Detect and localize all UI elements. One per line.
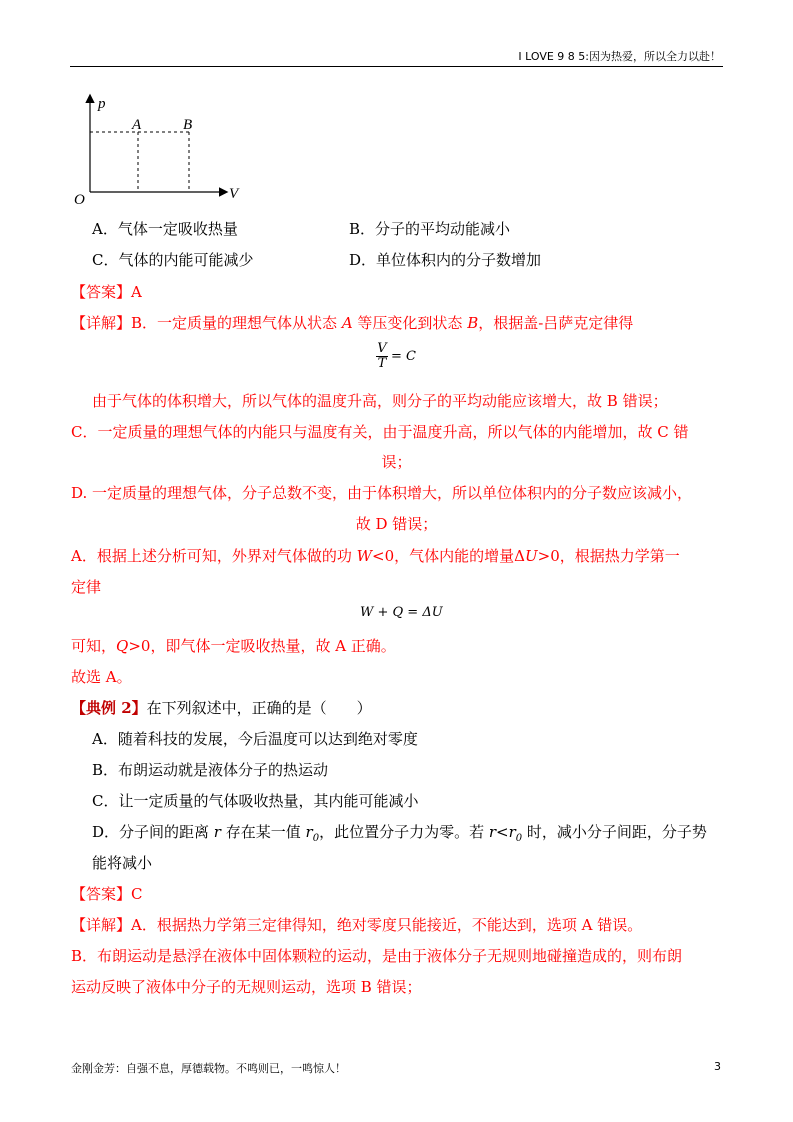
formula-rhs: = C bbox=[391, 349, 416, 364]
q2-option-d-line2: 能将减小 bbox=[92, 854, 153, 872]
q2-stem: 【典例 2】在下列叙述中，正确的是（ ） bbox=[71, 699, 372, 717]
formula-first-law: W + Q = ΔU bbox=[360, 605, 443, 620]
q1-choose: 故选 A。 bbox=[71, 668, 132, 686]
q2-option-a: A．随着科技的发展，今后温度可以达到绝对零度 bbox=[92, 730, 418, 748]
v-axis-label: V bbox=[229, 186, 239, 202]
q2-detail-b-line1: B．布朗运动是悬浮在液体中固体颗粒的运动，是由于液体分子无规则地碰撞造成的，则布朗 bbox=[71, 947, 683, 965]
footer-motto: 金刚金芳：自强不息，厚德载物。不鸣则已，一鸣惊人！ bbox=[71, 1062, 346, 1075]
q1-detail-b-line2: 由于气体的体积增大，所以气体的温度升高，则分子的平均动能应该增大，故 B 错误； bbox=[92, 392, 668, 410]
q1-detail-d-line1: D. 一定质量的理想气体，分子总数不变，由于体积增大，所以单位体积内的分子数应该减小， bbox=[71, 484, 693, 502]
q1-detail-b-line1: 【详解】B．一定质量的理想气体从状态 A 等压变化到状态 B，根据盖-吕萨克定律得 bbox=[71, 314, 634, 332]
q1-detail-d-line2: 故 D 错误； bbox=[355, 515, 438, 533]
q1-detail-c-line2: 误； bbox=[381, 453, 412, 471]
detail-label: 【详解】 bbox=[71, 314, 132, 332]
q2-option-b: B．布朗运动就是液体分子的热运动 bbox=[92, 761, 329, 779]
formula-numerator: V bbox=[377, 341, 387, 356]
answer-value: A bbox=[131, 283, 142, 301]
pv-graph bbox=[0, 90, 793, 310]
q1-option-b: B．分子的平均动能减小 bbox=[349, 220, 511, 238]
q2-answer: 【答案】C bbox=[71, 885, 143, 903]
q2-detail-a: 【详解】A．根据热力学第三定律得知，绝对零度只能接近，不能达到，选项 A 错误。 bbox=[71, 916, 643, 934]
q1-detail-a-line2: 定律 bbox=[71, 578, 102, 596]
q1-option-a: A．气体一定吸收热量 bbox=[92, 220, 238, 238]
origin-label: O bbox=[74, 192, 85, 208]
header-rule bbox=[70, 66, 723, 67]
page-header: I LOVE 9 8 5:因为热爱，所以全力以赴！ bbox=[518, 50, 721, 63]
point-b-label: B bbox=[183, 117, 193, 133]
q1-answer bbox=[71, 282, 142, 302]
formula-gay-lussac bbox=[376, 342, 416, 371]
q1-detail-c-line1: C．一定质量的理想气体的内能只与温度有关，由于温度升高，所以气体的内能增加，故 C 错 bbox=[71, 423, 689, 441]
formula-denominator: T bbox=[377, 356, 387, 371]
answer-label: 【答案】 bbox=[71, 283, 132, 301]
q2-option-c: C．让一定质量的气体吸收热量，其内能可能减小 bbox=[92, 792, 419, 810]
point-a-label: A bbox=[132, 117, 142, 133]
example-label: 【典例 2】 bbox=[71, 699, 147, 717]
q2-detail-b-line2: 运动反映了液体中分子的无规则运动，选项 B 错误； bbox=[71, 978, 422, 996]
q1-conclusion: 可知，Q>0，即气体一定吸收热量，故 A 正确。 bbox=[71, 637, 396, 655]
q1-option-c: C．气体的内能可能减少 bbox=[92, 251, 254, 269]
q2-option-d-line1: D．分子间的距离 r 存在某一值 $r_0$，此位置分子力为零。若 $r<r_0$ 时，减小分子间距，分子势 bbox=[92, 823, 707, 844]
page-number: 3 bbox=[714, 1060, 721, 1073]
q1-detail-a-line1: A．根据上述分析可知，外界对气体做的功 W<0，气体内能的增量ΔU>0，根据热力学第一 bbox=[71, 547, 680, 565]
q1-option-d: D．单位体积内的分子数增加 bbox=[349, 251, 542, 269]
p-axis-label: p bbox=[98, 96, 106, 112]
